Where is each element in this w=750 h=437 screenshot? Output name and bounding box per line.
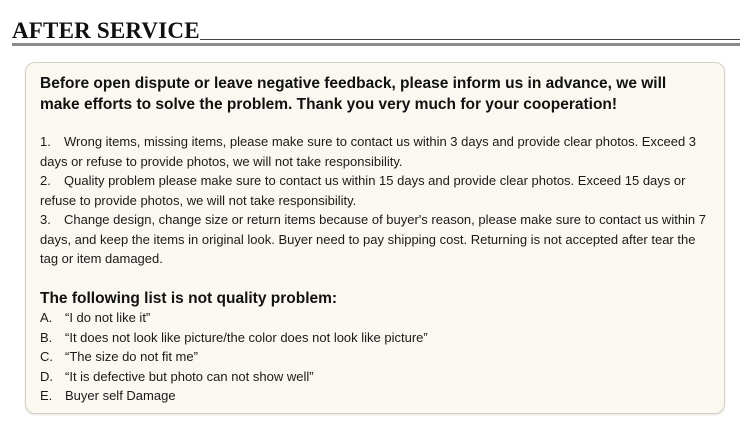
list-item-text: “It is defective but photo can not show well” bbox=[65, 368, 314, 384]
list-item bbox=[40, 328, 428, 348]
list-item-letter: D. bbox=[40, 368, 53, 384]
header-rule-thick bbox=[12, 43, 740, 46]
list-item bbox=[40, 367, 428, 387]
page-title: AFTER SERVICE bbox=[12, 18, 200, 43]
rule-number: 1. bbox=[40, 134, 51, 149]
section-header bbox=[12, 16, 740, 46]
rules-list bbox=[40, 132, 716, 269]
list-item-letter: B. bbox=[40, 329, 53, 345]
list-item bbox=[40, 347, 428, 367]
notice-card bbox=[25, 62, 725, 414]
list-item bbox=[40, 308, 428, 328]
rule-text: Quality problem please make sure to contact us within 15 days and provide clear photos. Exceed 15 days or refuse to provide photos, we will not take responsibility. bbox=[40, 173, 686, 208]
rule-item bbox=[40, 171, 716, 210]
not-quality-list bbox=[40, 308, 428, 406]
rule-number: 2. bbox=[40, 173, 51, 188]
rule-text: Wrong items, missing items, please make sure to contact us within 3 days and provide clear photos. Exceed 3 days or refuse to provide photos, we will not take responsibility. bbox=[40, 134, 697, 169]
header-rule-thin bbox=[200, 39, 740, 40]
list-item-text: “The size do not fit me” bbox=[65, 349, 198, 364]
rule-item bbox=[40, 132, 716, 171]
rule-text: Change design, change size or return items because of buyer's reason, please make sure to contact us within 7 days, and keep the items in original look. Buyer need to pay shipping cost. Returning is not accepted after tear the tag or item damaged. bbox=[40, 212, 707, 266]
intro-text: Before open dispute or leave negative feedback, please inform us in advance, we will make efforts to solve the problem. Thank you very much for your cooperation! bbox=[40, 75, 667, 113]
list-item-text: “I do not like it” bbox=[65, 310, 151, 325]
list-item-letter: A. bbox=[40, 310, 53, 325]
list-item-text: “It does not look like picture/the color does not look like picture” bbox=[65, 329, 428, 345]
rule-item bbox=[40, 210, 716, 269]
list-item-text: Buyer self Damage bbox=[65, 388, 176, 403]
list-item-letter: E. bbox=[40, 388, 53, 403]
not-quality-list-title: The following list is not quality problem: bbox=[40, 290, 338, 307]
list-item-letter: C. bbox=[40, 349, 53, 364]
rule-number: 3. bbox=[40, 212, 51, 227]
list-item bbox=[40, 386, 428, 406]
